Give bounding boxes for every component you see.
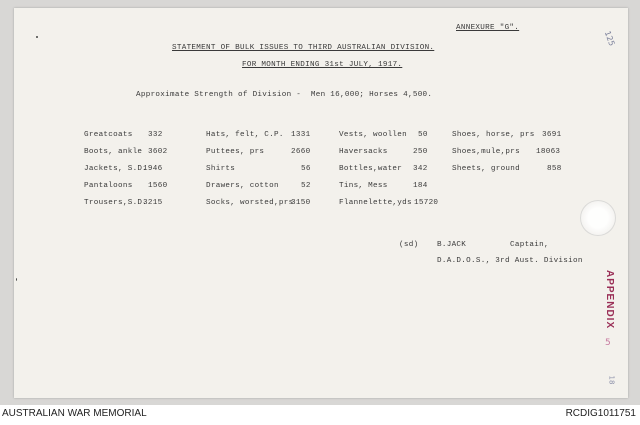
signed-marker: (sd) (399, 241, 419, 249)
item-name: Tins, Mess (339, 182, 388, 190)
item-name: Shoes, horse, prs (452, 131, 535, 139)
item-name: Boots, ankle (84, 148, 143, 156)
item-name: Drawers, cotton (206, 182, 279, 190)
item-name: Pantaloons (84, 182, 133, 190)
annexure-label: ANNEXURE "G". (456, 24, 520, 32)
item-qty: 1560 (148, 182, 168, 190)
signatory-role: D.A.D.O.S., 3rd Aust. Division (437, 257, 583, 265)
item-qty: 332 (148, 131, 163, 139)
item-name: Socks, worsted,prs (206, 199, 294, 207)
document-title: STATEMENT OF BULK ISSUES TO THIRD AUSTRALIAN DIVISION. (172, 44, 435, 52)
item-qty: 2660 (291, 148, 311, 156)
item-name: Flannelette,yds (339, 199, 412, 207)
appendix-number: 5 (605, 338, 611, 348)
punch-mark (16, 278, 17, 281)
document-sheet (14, 8, 628, 398)
strength-line: Approximate Strength of Division - Men 16,000; Horses 4,500. (136, 91, 433, 99)
item-qty: 184 (413, 182, 428, 190)
item-name: Trousers,S.D. (84, 199, 148, 207)
item-qty: 342 (413, 165, 428, 173)
item-qty: 3602 (148, 148, 168, 156)
item-qty: 3215 (143, 199, 163, 207)
item-name: Hats, felt, C.P. (206, 131, 284, 139)
item-name: Sheets, ground (452, 165, 520, 173)
item-qty: 858 (547, 165, 562, 173)
appendix-stamp: APPENDIX (604, 270, 615, 330)
item-name: Shoes,mule,prs (452, 148, 520, 156)
embossed-seal (580, 200, 616, 236)
signatory-rank: Captain, (510, 241, 549, 249)
item-name: Shirts (206, 165, 236, 173)
item-qty: 250 (413, 148, 428, 156)
item-qty: 3691 (542, 131, 562, 139)
item-qty: 56 (301, 165, 311, 173)
item-name: Haversacks (339, 148, 388, 156)
document-subtitle: FOR MONTH ENDING 31st JULY, 1917. (242, 61, 403, 69)
handwritten-page-number: 125 (602, 29, 617, 48)
item-qty: 1331 (291, 131, 311, 139)
item-name: Greatcoats (84, 131, 133, 139)
item-qty: 18063 (536, 148, 561, 156)
item-name: Jackets, S.D. (84, 165, 148, 173)
item-qty: 50 (418, 131, 428, 139)
item-qty: 3150 (291, 199, 311, 207)
footer-institution: AUSTRALIAN WAR MEMORIAL (2, 408, 147, 419)
footer-record-id: RCDIG1011751 (565, 408, 636, 419)
item-name: Puttees, prs (206, 148, 265, 156)
item-qty: 15720 (414, 199, 439, 207)
signatory-name: B.JACK (437, 241, 467, 249)
item-qty: 52 (301, 182, 311, 190)
item-qty: 1946 (143, 165, 163, 173)
corner-note: 18 (607, 375, 616, 385)
punch-mark (36, 36, 38, 38)
item-name: Bottles,water (339, 165, 403, 173)
item-name: Vests, woollen (339, 131, 407, 139)
